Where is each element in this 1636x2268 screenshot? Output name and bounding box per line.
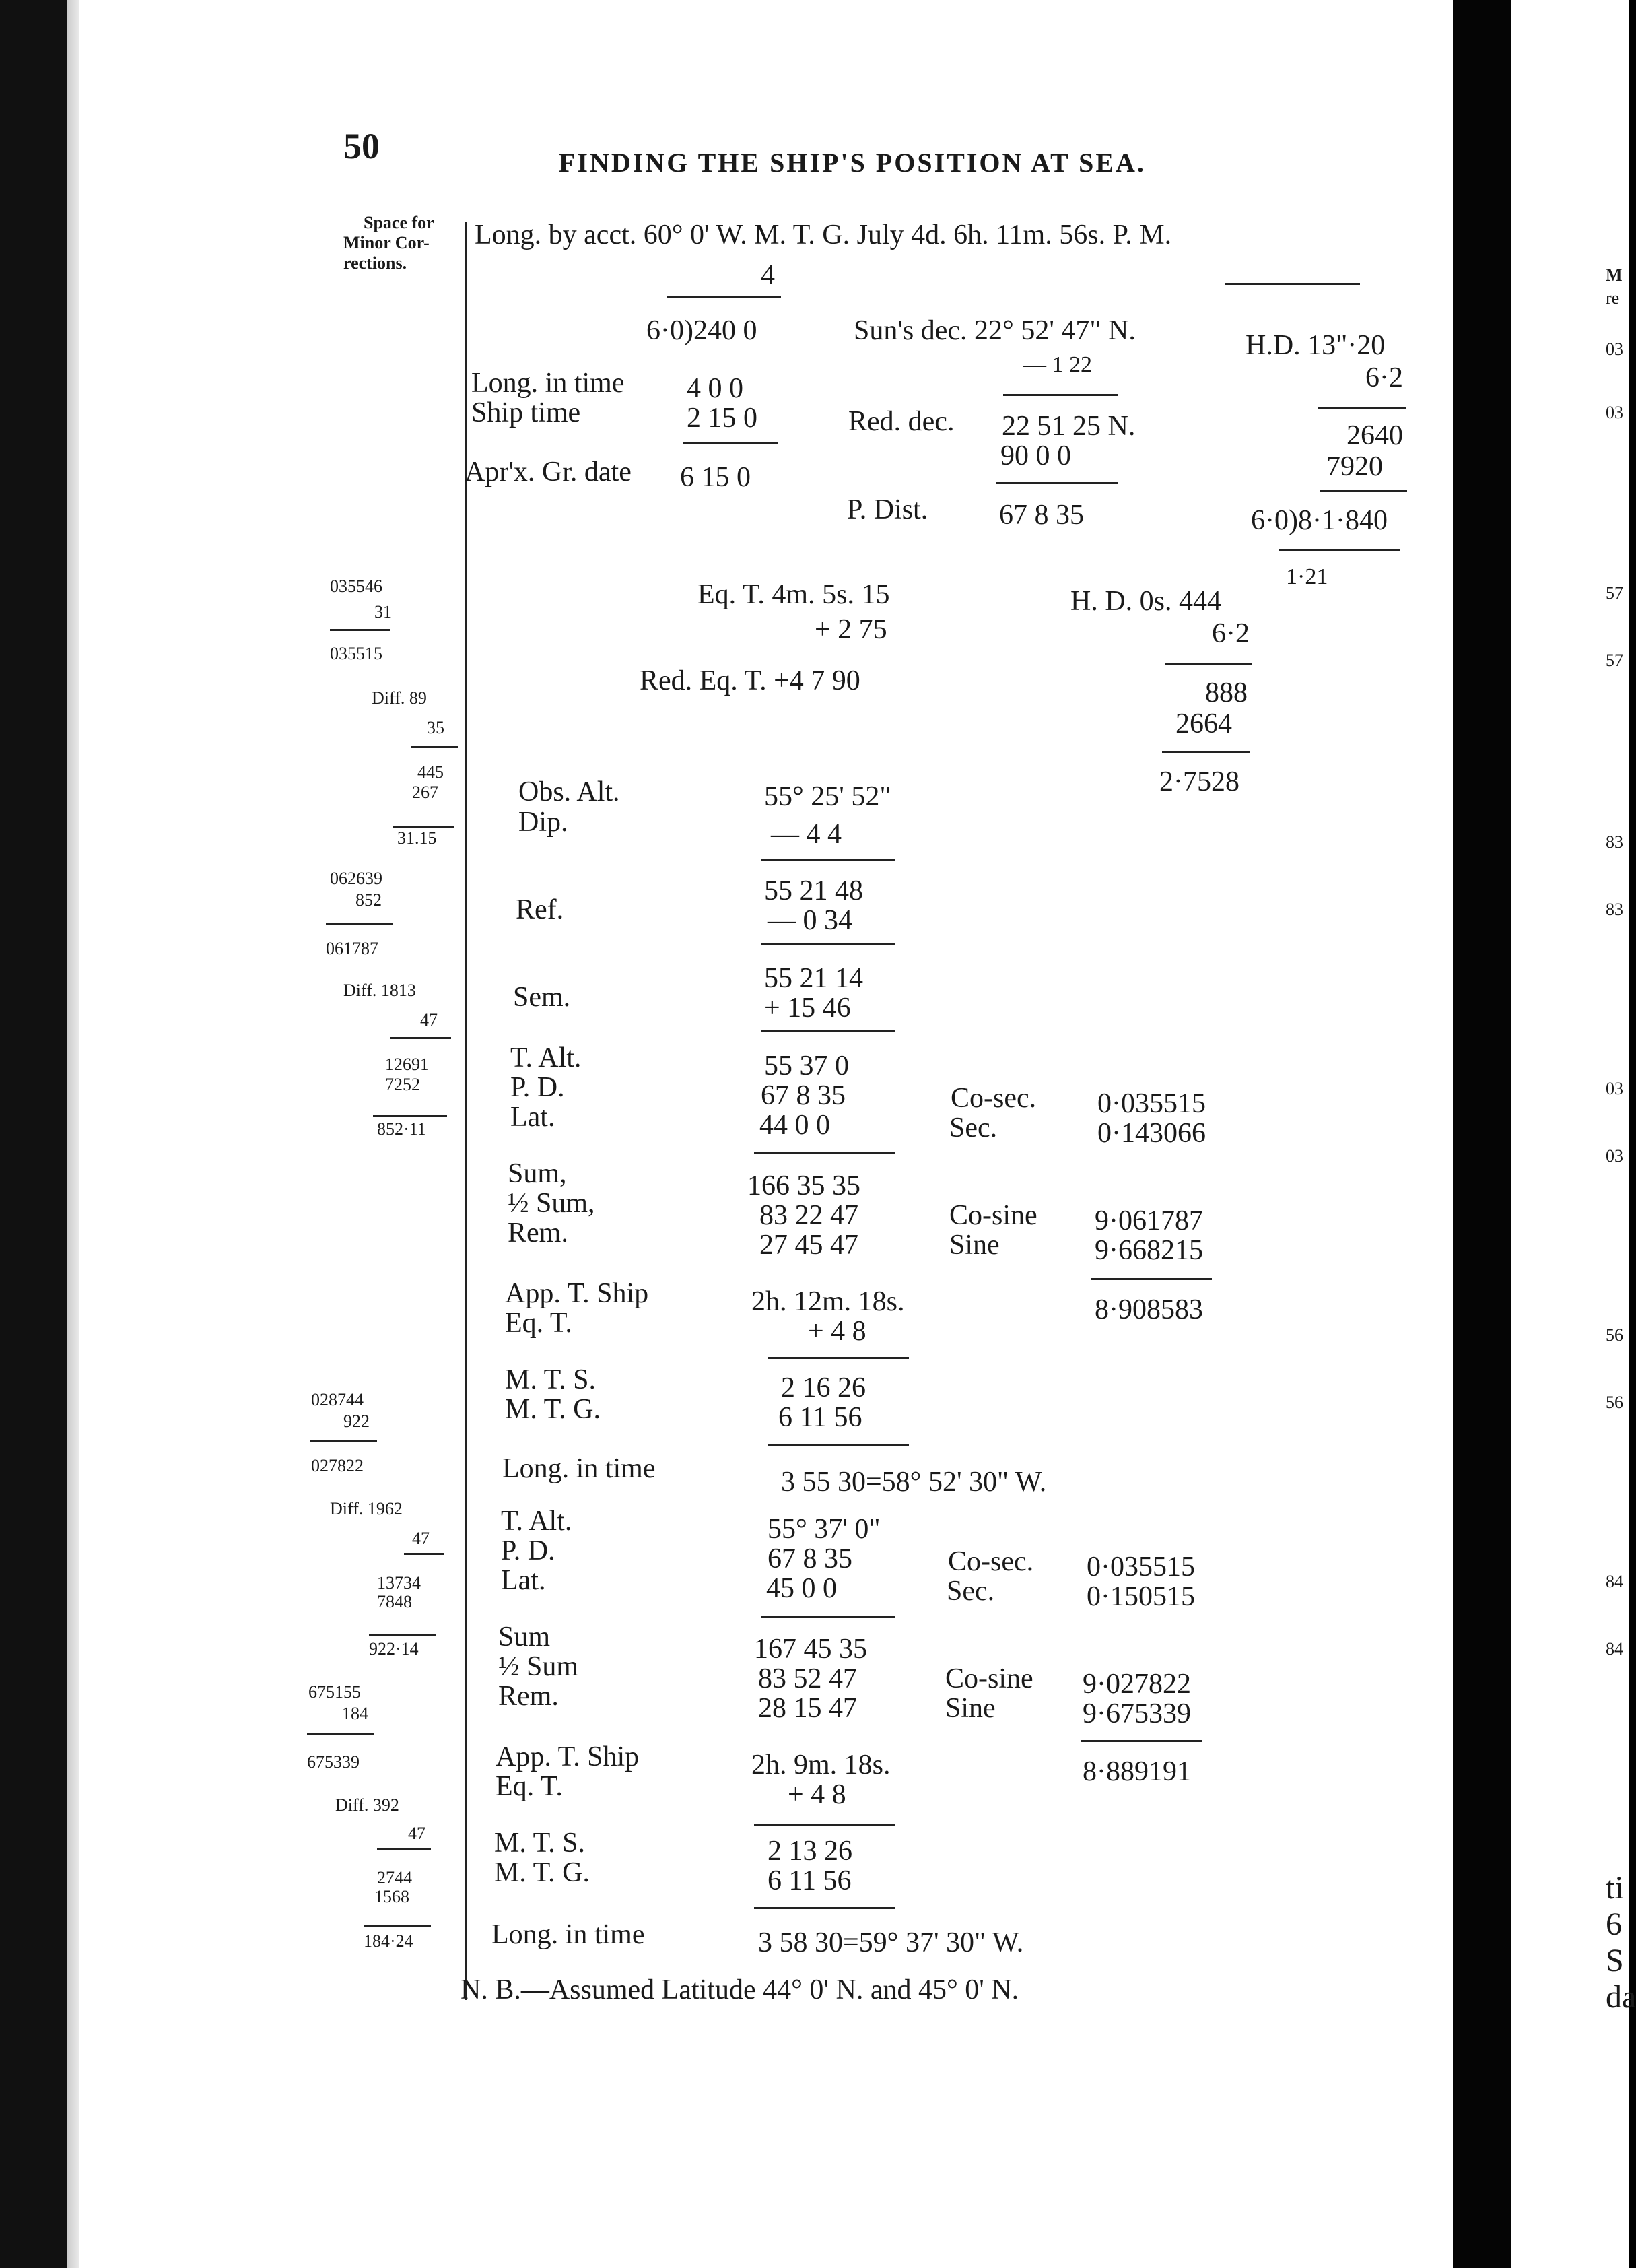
margin-rule	[307, 1733, 374, 1735]
val2-eq-t: + 4 8	[788, 1779, 846, 1810]
suns-dec: Sun's dec. 22° 52' 47" N.	[854, 315, 1136, 346]
log-label-cosec: Co-sec.	[951, 1083, 1037, 1114]
fragment-text: ti	[1606, 1870, 1624, 1906]
margin-note: 028744	[311, 1390, 364, 1409]
rule	[768, 1444, 909, 1446]
margin-note: 035546	[330, 576, 382, 596]
val-dip: — 4 4	[771, 819, 842, 850]
div-line: 6·0)240 0	[646, 315, 757, 346]
facing-page-fragment	[1511, 0, 1636, 2268]
rule	[754, 1152, 895, 1154]
log-5: 8·908583	[1095, 1294, 1203, 1325]
log2-5: 8·889191	[1083, 1756, 1191, 1787]
long-in-time-value: 4 0 0	[687, 373, 743, 404]
margin-note: 922	[343, 1411, 370, 1431]
margin-rule	[393, 826, 454, 828]
label2-mts: M. T. S.	[494, 1828, 585, 1859]
hd2-label: H. D. 0s. 444	[1070, 586, 1222, 617]
label-sum: Sum,	[508, 1158, 567, 1189]
margin-note: 445	[417, 762, 444, 782]
margin-note: 31	[374, 602, 392, 622]
margin-note: 12691	[385, 1055, 429, 1074]
hd2-mult: 6·2	[1212, 618, 1250, 649]
red-eqt: Red. Eq. T. +4 7 90	[640, 665, 860, 696]
label2-mtg: M. T. G.	[494, 1857, 590, 1888]
val-eq-t: + 4 8	[808, 1316, 866, 1347]
fragment-text: 03	[1606, 403, 1623, 422]
eqt-corr: + 2 75	[815, 614, 887, 645]
fragment-text: 03	[1606, 339, 1623, 359]
val-mtg: 6 11 56	[778, 1402, 862, 1433]
aprx-value: 6 15 0	[680, 462, 751, 493]
margin-heading-2: Minor Cor-	[343, 233, 430, 253]
val2-mts: 2 13 26	[768, 1836, 852, 1867]
label2-t-alt: T. Alt.	[501, 1506, 572, 1537]
pdist-value: 67 8 35	[999, 500, 1084, 531]
margin-rule	[364, 1925, 431, 1927]
val2-app-t-ship: 2h. 9m. 18s.	[751, 1749, 891, 1780]
label2-half-sum: ½ Sum	[498, 1651, 579, 1682]
margin-heading-3: rections.	[343, 253, 407, 273]
fragment-text: 03	[1606, 1079, 1623, 1098]
margin-note: 1568	[374, 1887, 409, 1906]
long-in-time-label: Long. in time	[471, 368, 625, 399]
label-obs-alt: Obs. Alt.	[518, 776, 620, 807]
rule	[768, 1357, 909, 1359]
margin-rule	[326, 923, 393, 925]
margin-note: 184	[342, 1704, 368, 1723]
label2-eq-t: Eq. T.	[496, 1771, 563, 1802]
long-by-account: Long. by acct. 60° 0' W. M. T. G. July 4d. 6h. 11m. 56s. P. M.	[475, 220, 1172, 251]
rule	[1320, 490, 1407, 492]
log2-3: 9·027822	[1083, 1669, 1191, 1700]
label-rem: Rem.	[508, 1218, 568, 1248]
val-half-sum: 83 22 47	[759, 1200, 858, 1231]
label-long-in-time: Long. in time	[502, 1453, 656, 1484]
margin-note: 675339	[307, 1752, 360, 1772]
ship-time-label: Ship time	[471, 397, 581, 428]
margin-note: 922·14	[369, 1639, 419, 1659]
margin-note: 675155	[308, 1682, 361, 1702]
dec-correction: — 1 22	[1023, 352, 1092, 377]
pdist-label: P. Dist.	[847, 494, 928, 525]
fragment-text: 03	[1606, 1146, 1623, 1166]
margin-note: 47	[420, 1010, 438, 1030]
rule	[754, 1824, 895, 1826]
margin-rule	[465, 222, 467, 2000]
fragment-text: M	[1606, 265, 1623, 285]
label2-rem: Rem.	[498, 1681, 559, 1712]
fragment-text: 6	[1606, 1906, 1622, 1942]
page-number: 50	[343, 126, 380, 166]
log2-label-cosine: Co-sine	[945, 1663, 1033, 1694]
label-eq-t: Eq. T.	[505, 1308, 572, 1339]
scan-margin	[0, 0, 67, 2268]
label-sem: Sem.	[513, 982, 571, 1013]
margin-note: 184·24	[364, 1931, 413, 1951]
ninety: 90 0 0	[1000, 440, 1071, 471]
fragment-text: re	[1606, 288, 1620, 308]
margin-note: 35	[427, 718, 444, 737]
margin-rule	[310, 1440, 377, 1442]
fragment-text: 57	[1606, 651, 1623, 670]
val-t-alt: 55 37 0	[764, 1050, 849, 1081]
rule	[1279, 549, 1400, 551]
hd-p1: 2640	[1347, 420, 1403, 451]
hd-label: H.D. 13"·20	[1246, 330, 1386, 361]
label-mtg: M. T. G.	[505, 1394, 601, 1425]
margin-note: 2744	[377, 1868, 412, 1888]
fragment-text: 83	[1606, 832, 1623, 852]
val-2: 55 21 14	[764, 963, 863, 994]
val-obs-alt: 55° 25' 52"	[764, 781, 891, 812]
margin-note: Diff. 1962	[330, 1499, 403, 1519]
hd-res: 1·21	[1286, 564, 1328, 589]
running-head: FINDING THE SHIP'S POSITION AT SEA.	[559, 147, 1146, 178]
margin-rule	[373, 1115, 447, 1117]
margin-rule	[369, 1634, 436, 1636]
label-mts: M. T. S.	[505, 1364, 596, 1395]
rule	[1162, 751, 1250, 753]
hd-div: 6·0)8·1·840	[1251, 505, 1388, 536]
eqt: Eq. T. 4m. 5s. 15	[697, 579, 890, 610]
val2-t-alt: 55° 37' 0"	[768, 1514, 881, 1545]
rule	[761, 1030, 895, 1032]
margin-rule	[411, 746, 458, 748]
rule	[1225, 283, 1360, 285]
margin-heading-1: Space for	[364, 213, 434, 232]
fragment-text: 56	[1606, 1325, 1623, 1345]
margin-note: Diff. 89	[372, 688, 427, 708]
margin-note: 267	[412, 782, 438, 802]
val-mts: 2 16 26	[781, 1372, 866, 1403]
margin-note: 31.15	[397, 828, 437, 848]
val2-long-in-time: 3 58 30=59° 37' 30" W.	[758, 1927, 1024, 1958]
fragment-text: 84	[1606, 1572, 1623, 1591]
log-label-sec: Sec.	[949, 1112, 998, 1143]
aprx-label: Apr'x. Gr. date	[465, 457, 632, 488]
rule	[683, 442, 778, 444]
val-1: 55 21 48	[764, 875, 863, 906]
margin-note: 852	[355, 890, 382, 910]
hd2-p1: 888	[1205, 677, 1248, 708]
rule	[761, 859, 895, 861]
log-1: 0·035515	[1097, 1088, 1206, 1119]
log-2: 0·143066	[1097, 1118, 1206, 1149]
margin-note: 7848	[377, 1592, 412, 1611]
margin-note: 062639	[330, 869, 382, 888]
rule	[1165, 663, 1252, 665]
margin-note: 47	[412, 1529, 430, 1548]
margin-note: Diff. 1813	[343, 980, 416, 1000]
val2-mtg: 6 11 56	[768, 1865, 852, 1896]
label-half-sum: ½ Sum,	[508, 1188, 595, 1219]
margin-note: Diff. 392	[335, 1795, 399, 1815]
mult: 4	[761, 260, 775, 291]
log-label-cosine: Co-sine	[949, 1200, 1037, 1231]
margin-note: 13734	[377, 1573, 421, 1593]
book-gutter	[1453, 0, 1511, 2268]
red-dec-value: 22 51 25 N.	[1002, 411, 1136, 442]
log2-2: 0·150515	[1087, 1581, 1195, 1612]
hd2-res: 2·7528	[1159, 766, 1239, 797]
rule	[761, 943, 895, 945]
log2-1: 0·035515	[1087, 1552, 1195, 1582]
margin-rule	[330, 629, 390, 631]
label2-app-t-ship: App. T. Ship	[496, 1741, 640, 1772]
val-lat: 44 0 0	[759, 1110, 830, 1141]
rule	[1003, 394, 1118, 396]
margin-note: 852·11	[377, 1119, 426, 1139]
rule	[1081, 1740, 1202, 1742]
label2-long-in-time: Long. in time	[491, 1919, 645, 1950]
margin-note: 027822	[311, 1456, 364, 1475]
footnote: N. B.—Assumed Latitude 44° 0' N. and 45° 0' N.	[461, 1974, 1019, 2005]
val-app-t-ship: 2h. 12m. 18s.	[751, 1286, 905, 1317]
fragment-text: 84	[1606, 1639, 1623, 1659]
val2-half-sum: 83 52 47	[758, 1663, 857, 1694]
val-pd: 67 8 35	[761, 1080, 846, 1111]
val2-sum: 167 45 35	[754, 1634, 867, 1665]
val2-lat: 45 0 0	[766, 1573, 837, 1604]
hd-mult: 6·2	[1365, 362, 1403, 393]
val-long-in-time: 3 55 30=58° 52' 30" W.	[781, 1467, 1047, 1498]
val-sem: + 15 46	[764, 993, 851, 1024]
label2-pd: P. D.	[501, 1535, 555, 1566]
log-3: 9·061787	[1095, 1205, 1203, 1236]
fragment-text: 56	[1606, 1393, 1623, 1412]
log-4: 9·668215	[1095, 1235, 1203, 1266]
rule	[761, 1616, 895, 1618]
label-ref: Ref.	[516, 894, 564, 925]
margin-rule	[390, 1037, 451, 1039]
margin-note: 035515	[330, 644, 382, 663]
val-rem: 27 45 47	[759, 1230, 858, 1261]
val2-rem: 28 15 47	[758, 1693, 857, 1724]
log2-label-cosec: Co-sec.	[948, 1546, 1034, 1577]
ship-time-value: 2 15 0	[687, 403, 757, 434]
margin-note: 061787	[326, 939, 378, 958]
rule	[754, 1907, 895, 1909]
log2-label-sine: Sine	[945, 1693, 996, 1724]
margin-rule	[377, 1848, 431, 1850]
margin-note: 47	[408, 1824, 425, 1843]
label-t-alt: T. Alt.	[510, 1042, 582, 1073]
label-lat: Lat.	[510, 1102, 555, 1133]
fragment-text: S	[1606, 1943, 1624, 1978]
val-ref: — 0 34	[768, 905, 852, 936]
log-label-sine: Sine	[949, 1230, 1000, 1261]
hd2-p2: 2664	[1175, 708, 1232, 739]
rule	[667, 296, 781, 298]
hd-p2: 7920	[1326, 451, 1383, 482]
rule	[1091, 1278, 1212, 1280]
fragment-text: 57	[1606, 583, 1623, 603]
rule	[1318, 407, 1406, 409]
label2-lat: Lat.	[501, 1565, 546, 1596]
fragment-text: da	[1606, 1979, 1636, 2015]
red-dec-label: Red. dec.	[848, 406, 955, 437]
label-app-t-ship: App. T. Ship	[505, 1278, 649, 1309]
label-dip: Dip.	[518, 807, 568, 838]
log2-label-sec: Sec.	[947, 1576, 995, 1607]
rule	[996, 482, 1118, 484]
val-sum: 166 35 35	[747, 1170, 860, 1201]
val2-pd: 67 8 35	[768, 1543, 852, 1574]
margin-note: 7252	[385, 1075, 420, 1094]
fragment-text: 83	[1606, 900, 1623, 919]
label-pd: P. D.	[510, 1072, 565, 1103]
margin-rule	[404, 1553, 444, 1555]
log2-4: 9·675339	[1083, 1698, 1191, 1729]
label2-sum: Sum	[498, 1622, 551, 1653]
